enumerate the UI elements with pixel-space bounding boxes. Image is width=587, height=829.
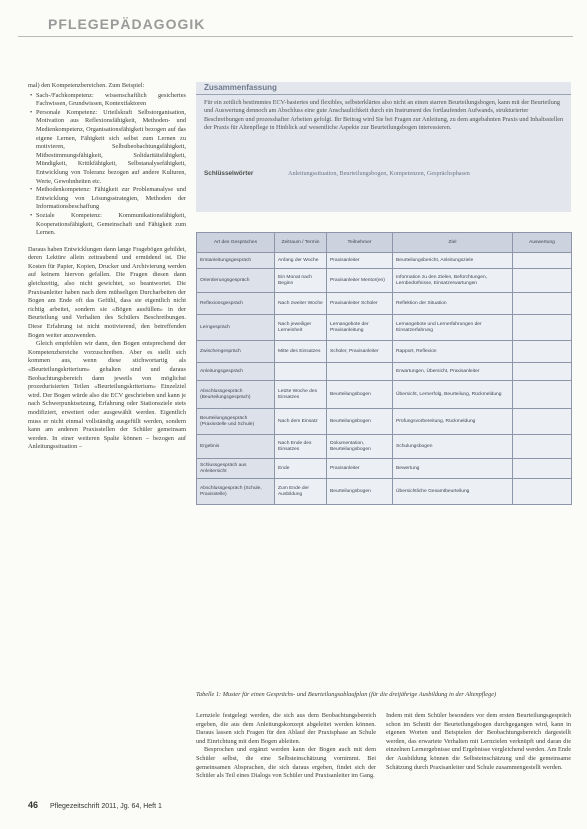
table-cell: Anfang der Woche [275,253,327,269]
table-row [197,435,572,459]
table-cell: Orientierungsgespräch [197,269,275,293]
table-cell [513,363,572,381]
table-cell [513,479,572,505]
summary-text: Für ein zeitlich bestimmtes ECV-basiertes und flexibles, selbsterklärtes also nicht an einen starren Beurteilungsbogen, kann mit der Beurteilung und Auswertung dennoch am Abschluss eine gute Anschaulichkeit durch ein Instrument des fortlaufenden Aufwands, strukturierter Beschreibungen und prozesshafter Arbeiten gefolgt. Ihr Beitrag wird Sie bei Fragen zur Anleitung, zu dem angebahnten Praxis und Inhaltsstellen der Praxis für Altenpflege in Hinblick auf wesentliche Aspekte zur Beurteilungsbogen interessieren. [204,99,564,132]
conversation-plan-table [196,232,572,505]
table-cell [327,363,393,381]
table-cell: Praxisanleiter [327,253,393,269]
table-cell: Beurteilungsbogen [327,409,393,435]
table-cell: Zum Ende der Ausbildung [275,479,327,505]
bottom-column-right [386,712,571,772]
table-cell: Information zu den Zielen, Befürchtungen, Lernbedürfnisse, Einsatzerwartungen [393,269,513,293]
table-cell: Lernangebote der Praxisanleitung [327,315,393,341]
table-header-cell: Art des Gespräches [197,233,275,253]
table-cell: Mitte des Einsatzes [275,341,327,363]
table-header-row [197,233,572,253]
table-cell: Anleitungsgespräch [197,363,275,381]
body-paragraph: Gleich empfehlen wir dann, den Bogen entsprechend der Kompetenzbereiche vorzuschreiben. Aber es stellt sich kommen aus, wenn diese stichwortartig als «Beurteilungskriterium» gehalten sind und daraus Beobachtungsbereich dann jeweils von möglichst prozedurisierten Teilen «Beurteilungskriterium» Einzelziel wird. Der Bogen würde also die ECV geschrieben und kann je nach Schwerpunktsetzung, Erfahrung oder Stationsziele stets modifiziert, erweitert oder ausgewählt werden. Eigentlich muss er nicht einmal vollständig ausgefüllt werden, sondern kann am anderen Praxisstellen der Schüler gemeinsam werden. In einer weiteren Spalte können – bezogen auf Anleitungssituation – [28,340,186,451]
table-cell [275,363,327,381]
journal-citation: Pflegezeitschrift 2011, Jg. 64, Heft 1 [49,803,162,810]
table-cell: Erstanleitungsgespräch [197,253,275,269]
bullet-item: • Methodenkompetenz: Fähigkeit zur Problemanalyse und Entwicklung von Lösungsstrategien, Methoden der Informationsbeschaffung [28,186,186,212]
table-cell [513,435,572,459]
table-cell: Übersicht, Lernerfolg, Beurteilung, Rückmeldung [393,381,513,409]
body-paragraph: Indem mit dem Schüler besonders vor dem ersten Beurteilungsgespräch schon im Schnitt der Beurteilungsbogen durchgegangen wird, kann in eigenen Worten und Beispielen der Beobachtungsbereich dargestellt werden, das erwartete Verhalten mit Lernzielen verknüpft und daran die einzelnen Lernergebnisse und Ergebnisse vergleichend werden. Am Ende der Ausbildung können die Selbsteinschätzung und die gemeinsame Schätzung durch Praxisanleiter und Schule zusammengestellt werden. [386,712,571,771]
table-cell: Beurteilungsgespräch (Praxisstelle und Schule) [197,409,275,435]
table-cell: Zwischengespräch [197,341,275,363]
summary-header [196,82,571,95]
table-cell: Letzte Woche des Einsatzes [275,381,327,409]
page-footer [28,800,162,810]
table-row [197,269,572,293]
running-header [18,14,573,37]
table-cell: Ergebnis [197,435,275,459]
table-cell: Nach dem Einsatz [275,409,327,435]
summary-box [196,82,571,212]
body-paragraph: Daraus haben Entwicklungen dann lange Fragebögen gebildet, deren Lektüre allein zeitraubend und ermüdend ist. Die Kosten für Papier, Kopien, Drucker und Archivierung werden auf keinem hiervon gefallen. Die Fragen diesen dann gleichzeitig, also nicht gewichtet, so beantwortet. Die Praxisanleiter haben nach dem mühseligen Durcharbeiten der Bogen am Ende oft das Gefühl, dass sie eigentlich nicht richtig arbeitet, sondern sie «Bögen ausfüllen» in der Beurteilung und Verhalten des Schülers Beschreibungen. Diese Erfahrung ist nicht motivierend, den betreffenden Bogen weiter anzuwenden. [28,245,186,339]
bullet-item: • Soziale Kompetenz: Kommunikationsfähigkeit, Kooperationsfähigkeit, Gemeinschaft und Fähigkeit zum Lernen. [28,212,186,238]
table-cell: Schulungsbogen [393,435,513,459]
table-cell: Rapport, Reflexion [393,341,513,363]
table-cell [513,409,572,435]
table-row [197,253,572,269]
keywords-text: Anleitungssituation, Beurteilungsbogen, Kompetenzen, Gesprächsphasen [288,170,470,177]
table-cell [513,315,572,341]
table-cell: Praxisanleiter [327,459,393,479]
table-cell: Abschlussgespräch (Schule, Praxisstelle) [197,479,275,505]
table-cell: Beurteilungsbogen [327,479,393,505]
table-row [197,459,572,479]
table-row [197,409,572,435]
bullet-item: • Personale Kompetenz: Urteilskraft Selbstorganisation, Motivation aus Reflexionsfähigkeit, Methoden- und Medienkompetenz, Organisationsfähigkeit bezogen auf das eigene Lernen, Fähigkeit sich selbst zum Lernen zu motivieren, Selbstbeobachtungsfähigkeit, Mitbestimmungsfähigkeit, Solidaritätsfähigkeit, Mündigkeit, Kritikfähigkeit, Selbstanalysefähigkeit, Entwicklung von Toleranz bezogen auf andere Kulturen, Werte, Gewohnheiten etc. [28,109,186,186]
table-row [197,341,572,363]
table-cell: Abschlussgespräch (Beurteilungsgespräch) [197,381,275,409]
keywords-label: Schlüsselwörter [204,170,254,177]
table-cell: Dokumentation, Beurteilungsbogen [327,435,393,459]
table-header-cell: Zeitraum / Termin [275,233,327,253]
table-cell: Schlussgespräch aus Anleitersicht [197,459,275,479]
table-cell: Lernangebote und Lernerfahrungen der Einsatzerfahrung [393,315,513,341]
table-cell: Prüfungsvorbereitung, Rückmeldung [393,409,513,435]
body-paragraph: Besprochen und ergänzt werden kann der Bogen auch mit dem Schüler selbst, die eine Selbsteinschätzung vornimmt. Bei gemeinsamen Absprachen, die sich daraus ergeben, findet sich der Schüler als Teil eines Dialogs von Schüler und Praxisanleiter im Gang. [196,746,376,780]
bottom-column-middle [196,712,376,781]
table-cell: Ende [275,459,327,479]
table-header-cell: Auswertung [513,233,572,253]
table-cell [513,459,572,479]
table-cell: Beurteilungsbericht, Anleitungsziele [393,253,513,269]
table-cell: Erwartungen, Übersicht, Praxisanleiter [393,363,513,381]
table-cell: Nach jeweiliger Lerneinheit [275,315,327,341]
left-intro: mal) den Kompetenzbereichen. Zum Beispiel: [28,82,145,89]
table-cell: Nach Ende des Einsatzes [275,435,327,459]
summary-heading: Zusammenfassung [204,83,277,92]
table-row [197,315,572,341]
table-cell [513,293,572,315]
bullet-item: • Sach-/Fachkompetenz: wissenschaftlich gesichertes Fachwissen, Grundwissen, Kontextfaktoren [28,92,186,109]
table-cell [513,269,572,293]
table-cell: Praxisanleiter Schüler [327,293,393,315]
table-cell: Schüler, Praxisanleiter [327,341,393,363]
table-header-cell: Ziel [393,233,513,253]
table-cell: Praxisanleiter Mentor(en) [327,269,393,293]
table-cell [513,253,572,269]
table-cell: Nach zweiter Woche [275,293,327,315]
table-cell: Reflexionsgespräch [197,293,275,315]
table-caption: Tabelle 1: Muster für einen Gesprächs- und Beurteilungsablaufplan (für die dreijährige Ausbildung in der Altenpflege) [196,691,497,698]
table-row [197,381,572,409]
table-cell: Lerngespräch [197,315,275,341]
table-row [197,479,572,505]
left-column [28,82,186,452]
table-cell: Ein Monat nach Beginn [275,269,327,293]
table-row [197,363,572,381]
table-cell [513,381,572,409]
table-cell [513,341,572,363]
table-row [197,293,572,315]
body-paragraph: Lernziele festgelegt werden, die sich aus dem Beobachtungsbereich ergeben, die aus dem Anleitungskonzept abgeleitet werden können. Daraus lassen sich Fragen für den Ablauf der Praxisphase an Schule und Einrichtung mit dem Bogen ableiten. [196,712,376,745]
table-cell: Übersichtliche Gesamtbeurteilung [393,479,513,505]
table-cell: Reflektion der Situation [393,293,513,315]
page-number: 46 [28,800,39,810]
section-title: PFLEGEPÄDAGOGIK [48,16,206,32]
table-cell: Bewertung [393,459,513,479]
table-cell: Beurteilungsbogen [327,381,393,409]
table-header-cell: Teilnehmer [327,233,393,253]
